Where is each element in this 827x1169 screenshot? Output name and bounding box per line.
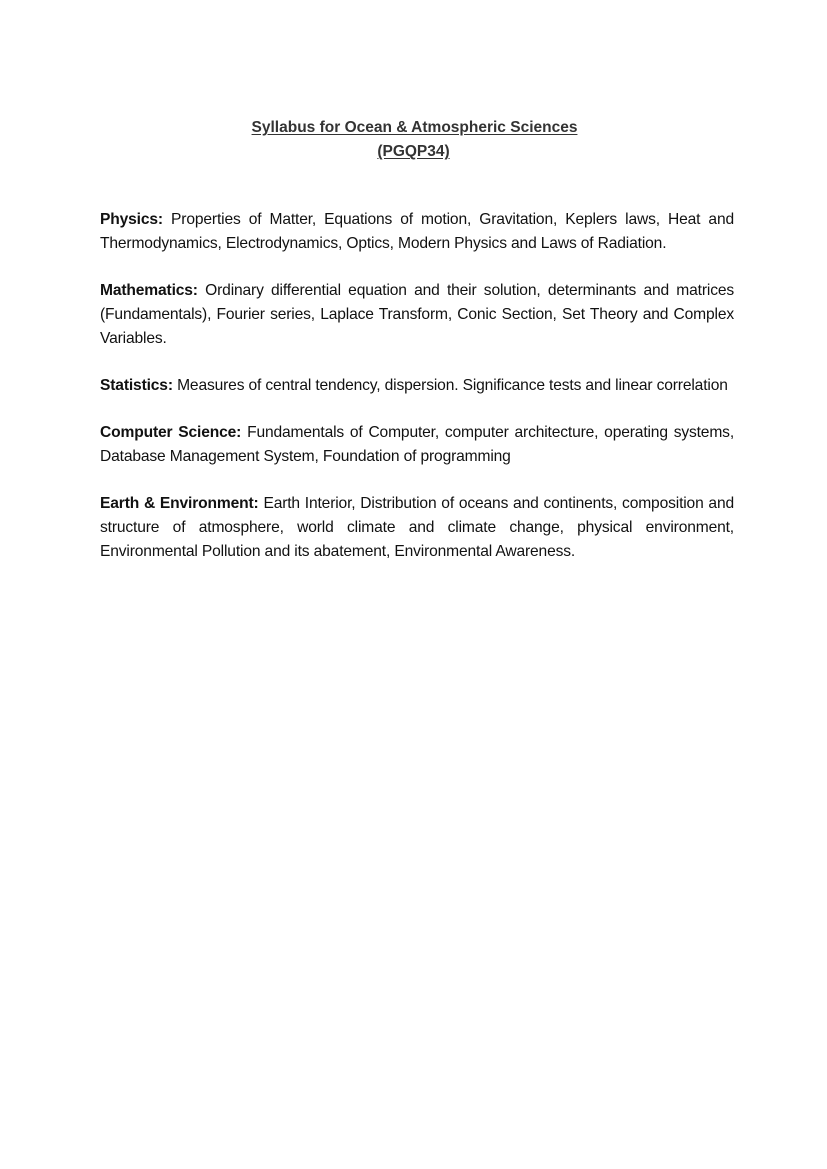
section-label: Physics: bbox=[100, 211, 163, 228]
section-computer-science bbox=[100, 421, 734, 469]
section-text: Measures of central tendency, dispersion. Significance tests and linear correlation bbox=[177, 376, 728, 394]
section-text: Ordinary differential equation and their solution, determinants and matrices (Fundamentals), Fourier series, Laplace Transform, Conic Section, Set Theory and Complex Variables. bbox=[100, 282, 735, 347]
section-label: Computer Science: bbox=[100, 424, 242, 442]
section-label: Statistics: bbox=[100, 376, 173, 394]
document-title: Syllabus for Ocean & Atmospheric Sciences bbox=[251, 119, 578, 136]
section-text: Earth Interior, Distribution of oceans and continents, composition and structure of atmosphere, world climate and climate change, physical environment, Environmental Pollution and its abatement, Environmental Awareness. bbox=[100, 495, 735, 560]
section-mathematics bbox=[100, 279, 734, 350]
syllabus-body bbox=[100, 208, 734, 587]
section-statistics bbox=[100, 374, 734, 398]
section-text: Properties of Matter, Equations of motion, Gravitation, Keplers laws, Heat and Thermodynamics, Electrodynamics, Optics, Modern Physics and Laws of Radiation. bbox=[100, 211, 734, 252]
section-label: Earth & Environment: bbox=[100, 495, 259, 513]
section-label: Mathematics: bbox=[100, 282, 198, 300]
section-physics bbox=[100, 208, 734, 256]
section-earth-environment bbox=[100, 492, 734, 563]
title-block bbox=[0, 116, 827, 164]
section-text: Fundamentals of Computer, computer architecture, operating systems, Database Management System, Foundation of programming bbox=[100, 424, 735, 466]
document-code: (PGQP34) bbox=[377, 143, 450, 160]
